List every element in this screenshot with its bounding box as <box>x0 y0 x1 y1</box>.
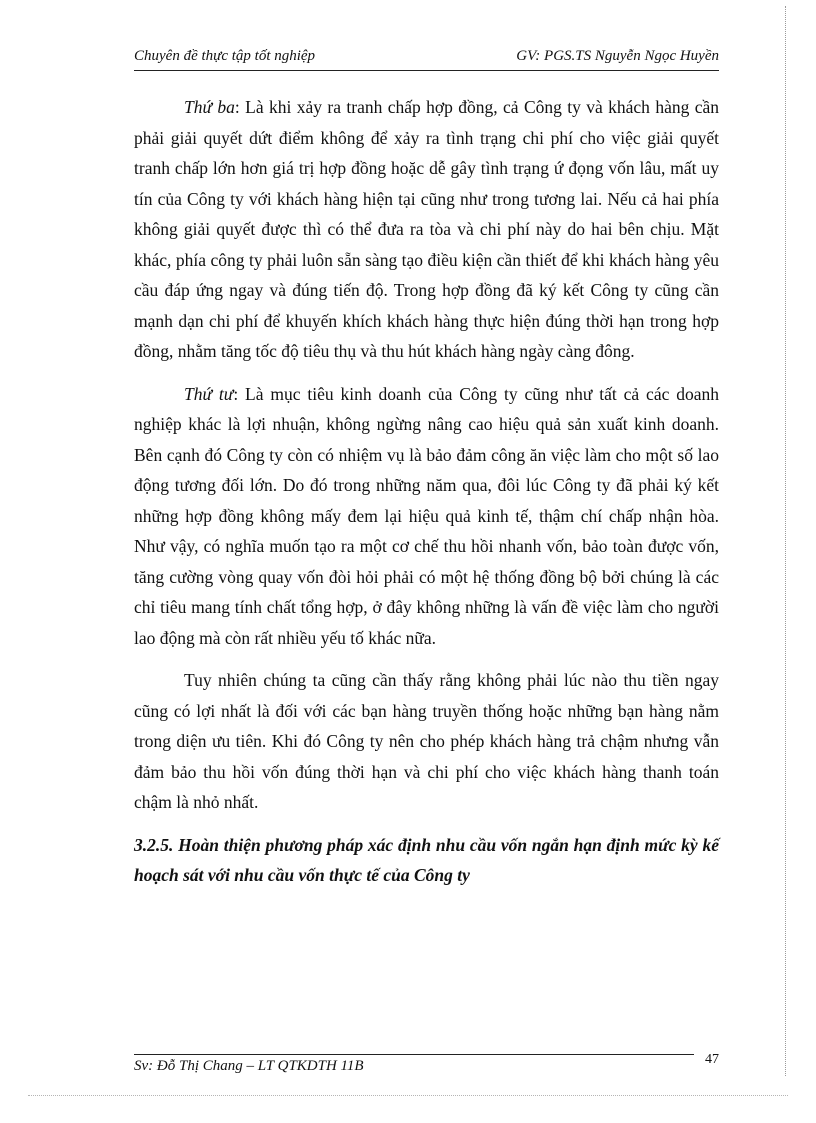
page-footer <box>134 1052 719 1082</box>
section-heading: 3.2.5. Hoàn thiện phương pháp xác định nhu cầu vốn ngắn hạn định mức kỳ kế hoạch sát với nhu cầu vốn thực tế của Công ty <box>134 834 719 885</box>
header-thesis-title: Chuyên đề thực tập tốt nghiệp <box>134 48 316 64</box>
header-advisor: GV: PGS.TS Nguyễn Ngọc Huyền <box>516 48 719 64</box>
paragraph-text: : Là mục tiêu kinh doanh của Công ty cũng như tất cả các doanh nghiệp khác là lợi nhuận, không ngừng nâng cao hiệu quả sản xuất kinh doanh. Bên cạnh đó Công ty còn có nhiệm vụ là bảo đảm công ăn việc làm cho một số lao động tương đối lớn. Do đó trong những năm qua, đôi lúc Công ty đã phải ký kết những hợp đồng không mấy đem lại hiệu quả kinh tế, thậm chí chấp nhận hòa. Như vậy, có nghĩa muốn tạo ra một cơ chế thu hồi nhanh vốn, bảo toàn được vốn, tăng cường vòng quay vốn đòi hỏi phải có một hệ thống đồng bộ bởi chúng là các chỉ tiêu mang tính chất tổng hợp, ở đây không những là vấn đề việc làm cho người lao động mà còn rất nhiều yếu tố khác nữa. <box>134 383 719 648</box>
footer-student: Sv: Đỗ Thị Chang – LT QTKDTH 11B <box>134 1058 364 1074</box>
page-border-bottom <box>28 1095 788 1096</box>
paragraph-text: : Là khi xảy ra tranh chấp hợp đồng, cả Công ty và khách hàng cần phải giải quyết dứt điểm không để xảy ra tình trạng chi phí cho việc giải quyết tranh chấp lớn hơn giá trị hợp đồng hoặc dễ gây tình trạng ứ đọng vốn lâu, mất uy tín của Công ty với khách hàng hiện tại cũng như trong tương lai. Nếu cả hai phía không giải quyết được thì có thể đưa ra tòa và chi phí này do hai bên chịu. Mặt khác, phía công ty phải luôn sẵn sàng tạo điều kiện cần thiết để khi khách hàng yêu cầu đáp ứng ngay và đúng tiến độ. Trong hợp đồng đã ký kết Công ty cũng cần mạnh dạn chi phí để khuyến khích khách hàng thực hiện đúng thời hạn trong hợp đồng, nhằm tăng tốc độ tiêu thụ và thu hút khách hàng ngày càng đông. <box>134 97 720 361</box>
page-body <box>134 92 719 890</box>
page-border-right <box>785 6 786 1076</box>
paragraph-text: Tuy nhiên chúng ta cũng cần thấy rằng không phải lúc nào thu tiền ngay cũng có lợi nhất là đối với các bạn hàng truyền thống hoặc những bạn hàng nằm trong diện ưu tiên. Khi đó Công ty nên cho phép khách hàng trả chậm nhưng vẫn đảm bảo thu hồi vốn đúng thời hạn và chi phí cho việc khách hàng thanh toán chậm là nhỏ nhất. <box>134 670 719 812</box>
paragraph-thu-ba <box>134 92 719 367</box>
paragraph-lead: Thứ ba <box>184 97 235 117</box>
paragraph-tuy-nhien <box>134 665 719 818</box>
page-number: 47 <box>705 1052 719 1067</box>
paragraph-thu-tu <box>134 379 719 654</box>
paragraph-lead: Thứ tư <box>184 383 234 404</box>
page-header <box>134 48 719 71</box>
footer-rule <box>134 1054 694 1055</box>
